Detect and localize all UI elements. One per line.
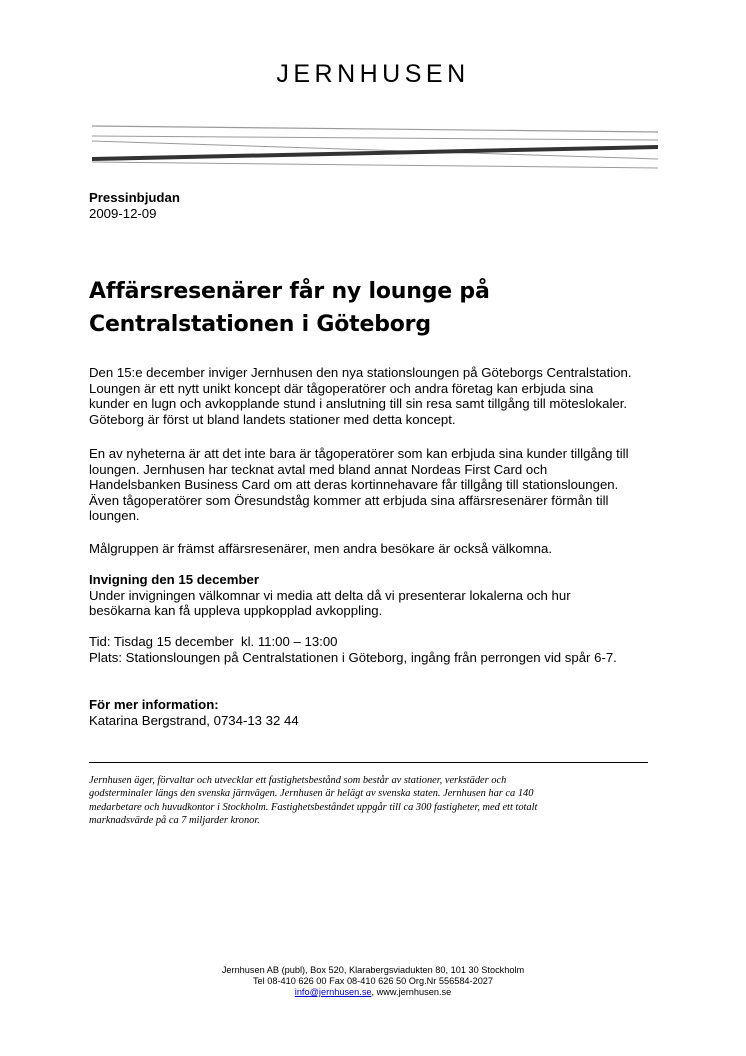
title-line-2: Centralstationen i Göteborg bbox=[89, 312, 431, 337]
footer-address: Jernhusen AB (publ), Box 520, Klarabergsviadukten 80, 101 30 Stockholm bbox=[221, 965, 525, 975]
boilerplate-line: Jernhusen äger, förvaltar och utvecklar ett fastighetsbestånd som består av stationer, verkstäder och bbox=[89, 775, 507, 786]
paragraph-line: besökarna kan få uppleva uppkopplad avkoppling. bbox=[89, 603, 383, 619]
swoosh-line-lower bbox=[92, 162, 658, 168]
paragraph-line: Under invigningen välkomnar vi media att delta då vi presenterar lokalerna och hur bbox=[89, 587, 571, 603]
email-link[interactable]: info@jernhusen.se bbox=[294, 987, 372, 997]
paragraph-line: loungen. bbox=[89, 508, 140, 524]
boilerplate-line: medarbetare och huvudkontor i Stockholm. Fastighetsbeståndet uppgår till ca 300 fastigheter, med ett totalt bbox=[89, 801, 538, 813]
boilerplate-line: godsterminaler längs den svenska järnvägen. Jernhusen är helägt av svenska staten. Jernhusen har ca 140 bbox=[89, 788, 534, 800]
paragraph-line: En av nyheterna är att det inte bara är tågoperatörer som kan erbjuda sina kunder tillgång till bbox=[89, 446, 629, 461]
document-type: Pressinbjudan bbox=[89, 190, 180, 205]
paragraph-line: Handelsbanken Business Card om att deras kortinnehavare får tillgång till stationsloungen. bbox=[89, 477, 619, 493]
inauguration-heading: Invigning den 15 december bbox=[89, 572, 260, 587]
paragraph-line: Loungen är ett nytt unikt koncept där tågoperatörer och andra företag kan erbjuda sina bbox=[89, 380, 594, 396]
paragraph-line: kunder en lugn och avkopplande stund i anslutning till sin resa samt tillgång till möteslokaler. bbox=[89, 396, 628, 412]
paragraph-line: Göteborg är först ut bland landets stationer med detta koncept. bbox=[89, 411, 456, 427]
logo-swoosh-graphic bbox=[92, 120, 662, 170]
paragraph-1 bbox=[89, 365, 632, 427]
contact-section bbox=[89, 697, 299, 728]
paragraph-line: Även tågoperatörer som Öresundståg kommer att erbjuda sina affärsresenärer förmån till bbox=[89, 492, 609, 508]
footer-links bbox=[0, 987, 746, 998]
company-boilerplate bbox=[89, 774, 649, 828]
title-line-1: Affärsresenärer får ny lounge på bbox=[89, 279, 490, 304]
swoosh-band-thick bbox=[92, 145, 658, 161]
company-logo: JERNHUSEN bbox=[276, 60, 470, 88]
paragraph-line: loungen. Jernhusen har tecknat avtal med bland annat Nordeas First Card och bbox=[89, 461, 548, 477]
divider bbox=[89, 762, 648, 763]
paragraph-line: Den 15:e december inviger Jernhusen den nya stationsloungen på Göteborgs Centralstation. bbox=[89, 365, 632, 380]
swoosh-line-top bbox=[92, 126, 658, 132]
boilerplate-line: marknadsvärde på ca 7 miljarder kronor. bbox=[89, 815, 260, 827]
swoosh-line-upper bbox=[92, 136, 658, 140]
website-link[interactable]: www.jernhusen.se bbox=[376, 987, 452, 997]
contact-person: Katarina Bergstrand, 0734-13 32 44 bbox=[89, 712, 299, 728]
footer-phone: Tel 08-410 626 00 Fax 08-410 626 50 Org.Nr 556584-2027 bbox=[252, 976, 494, 986]
event-details bbox=[89, 634, 617, 665]
page-title bbox=[89, 275, 689, 341]
page-footer bbox=[0, 965, 746, 998]
paragraph-2 bbox=[89, 446, 629, 524]
event-place: Plats: Stationsloungen på Centralstationen i Göteborg, ingång från perrongen vid spår 6-7. bbox=[89, 649, 617, 665]
inauguration-section bbox=[89, 572, 571, 619]
paragraph-3 bbox=[89, 541, 552, 557]
press-meta bbox=[89, 190, 180, 221]
footer-separator: , bbox=[371, 987, 377, 997]
contact-heading: För mer information: bbox=[89, 697, 219, 712]
event-time: Tid: Tisdag 15 december kl. 11:00 – 13:00 bbox=[89, 634, 338, 649]
document-date: 2009-12-09 bbox=[89, 205, 157, 221]
paragraph-line: Målgruppen är främst affärsresenärer, men andra besökare är också välkomna. bbox=[89, 541, 553, 556]
